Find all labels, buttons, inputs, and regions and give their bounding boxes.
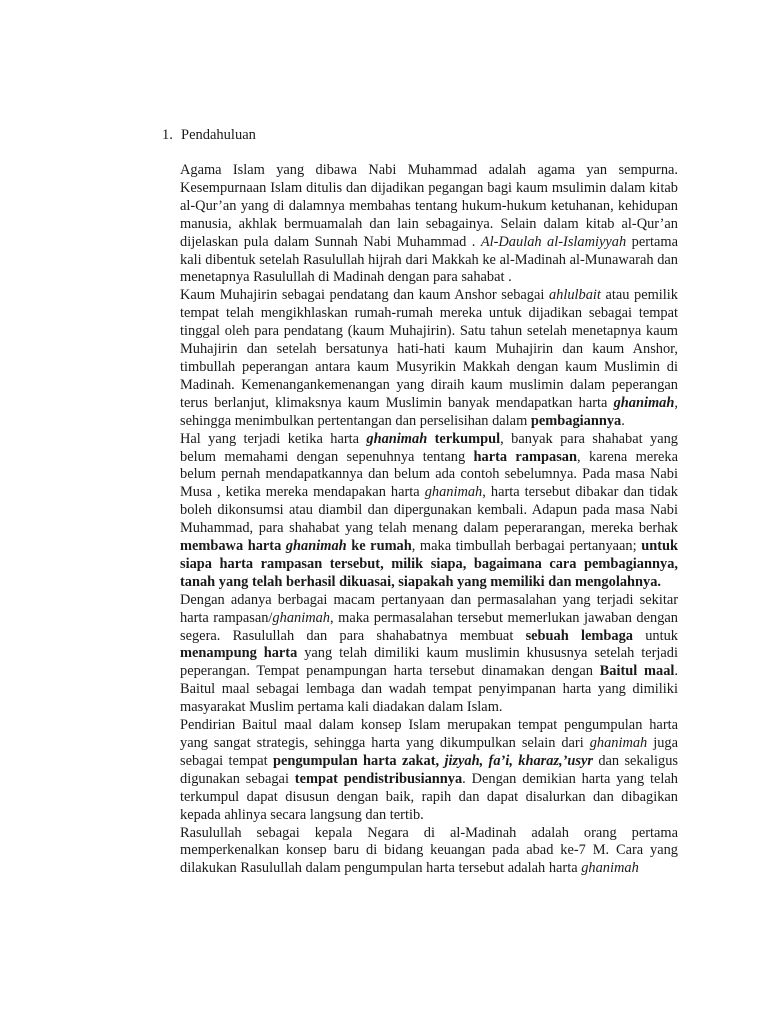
text-run: . [621, 412, 625, 429]
italic-text: ghanimah [589, 735, 648, 751]
paragraph [180, 431, 678, 592]
italic-text: ghanimah [272, 609, 330, 626]
text-run: Dengan adanya berbagai macam pertanyaan dan permasalahan yang terjadi sekitar harta rampasan/ [180, 591, 678, 626]
bold-text: untuk siapa harta rampasan tersebut, milik siapa, bagaimana cara pembagiannya, tanah yang telah berhasil dikuasai, siapakah yang memiliki dan mengolahnya. [180, 538, 678, 590]
text-run: Rasulullah sebagai kepala Negara di al-Madinah adalah orang pertama memperkenalkan konsep baru di bidang keuangan pada abad ke-7 M. Cara yang dilakukan Rasulullah dalam pengumpulan harta tersebut adalah harta [180, 824, 678, 877]
bold-text: menampung harta [180, 645, 298, 662]
text-run: yang telah dimiliki kaum muslimin khususnya setelah terjadi peperangan. Tempat penampungan harta tersebut dinamakan dengan [180, 645, 678, 680]
text-run: Agama Islam yang dibawa Nabi Muhammad adalah agama yan sempurna. Kesempurnaan Islam ditulis dan dijadikan pegangan bagi kaum msulimin dalam kitab al-Qur’an yang di dalamnya membahas tentang hukum-hukum ketuhanan, kehidupan manusia, akhlak bermuamalah dan lain sebagainya. Selain dalam kitab al-Qur’an dijelaskan pula dalam Sunnah Nabi Muhammad . [180, 162, 678, 250]
text-run: . Baitul maal sebagai lembaga dan wadah tempat penyimpanan harta yang dimiliki masyarakat Muslim pertama kali diadakan dalam Islam. [180, 663, 679, 716]
paragraph [180, 287, 678, 430]
paragraph [180, 825, 678, 879]
text-run: Kaum Muhajirin sebagai pendatang dan kaum Anshor sebagai [180, 287, 549, 304]
paragraph [180, 162, 678, 287]
text-run: , maka timbullah berbagai pertanyaan; [411, 538, 642, 555]
paragraph [180, 592, 678, 717]
emphasis-text: ghanimah [613, 394, 675, 411]
text-run: pertama kali dibentuk setelah Rasulullah hijrah dari Makkah ke al-Madinah al-Munawarah dan menetapnya Rasulullah di Madinah dengan para sahabat . [180, 233, 678, 286]
text-run: Hal yang terjadi ketika harta [180, 430, 367, 447]
text-run: , harta tersebut dibakar dan tidak boleh dikonsumsi atau diambil dan dipergunakan kembali. Adapun pada masa Nabi Muhammad, para shahabat yang telah menang dalam peperarangan, mereka berhak [180, 484, 678, 537]
text-run: . Dengan demikian harta yang telah terkumpul dapat disusun dengan baik, rapih dan dapat disalurkan dan dibagikan kepada ahlinya secara langsung dan tertib. [180, 770, 678, 823]
italic-text: ahlulbait [548, 287, 601, 304]
section-number: 1. [162, 127, 173, 143]
text-run: , sehingga menimbulkan pertentangan dan perselisihan dalam [180, 394, 678, 429]
text-run: , banyak para shahabat yang belum memahami dengan sepenuhnya tentang [180, 430, 678, 465]
text-run: atau pemilik tempat telah mengikhlaskan rumah-rumah mereka untuk dijadikan sebagai tempat tinggal oleh para pendatang (kaum Muhajirin). Satu tahun setelah menetapnya kaum Muhajirin dan setelah bersatunya hati-hati kaum Muhajirin dan kaum Anshor, timbullah peperangan antara kaum Musyrikin Makkah dengan kaum Muslimin di Madinah. Kemenangankemenangan yang diraih kaum muslimin dalam peperangan terus berlanjut, klimaksnya kaum Muslimin banyak mendapatkan harta [180, 287, 678, 411]
bold-italic-text [286, 538, 347, 554]
bold-text: membawa harta [180, 538, 286, 555]
bold-text: sebuah lembaga [525, 627, 633, 644]
text-run: Pendirian Baitul maal dalam konsep Islam merupakan tempat pengumpulan harta yang sangat strategis, sehingga harta yang dikumpulkan selain dari [180, 717, 678, 751]
bold-italic-text [614, 395, 675, 411]
bold-text: Baitul maal [599, 663, 675, 680]
bold-text: pembagiannya [530, 412, 622, 429]
bold-text: ke rumah [346, 538, 412, 555]
section-heading [162, 126, 256, 144]
text-run: , karena mereka belum pernah mendapatkannya dan belum ada contoh sebelumnya. Pada masa Nabi Musa , ketika mereka mendapakan harta [180, 448, 678, 501]
bold-text: terkumpul [427, 430, 501, 447]
emphasis-text: ghanimah [285, 538, 347, 555]
italic-text: ghanimah [424, 484, 483, 501]
emphasis-text: jizyah, fa’i, kharaz,’usyr [444, 752, 594, 769]
bold-text: pengumpulan harta zakat, [272, 752, 445, 769]
italic-text: Al-Daulah al-Islamiyyah [480, 233, 627, 250]
emphasis-text: ghanimah [366, 430, 428, 447]
text-run: , maka permasalahan tersebut memerlukan jawaban dengan segera. Rasulullah dan para shahabatnya membuat [180, 609, 678, 644]
italic-text: ghanimah [581, 860, 639, 877]
section-title: Pendahuluan [181, 127, 256, 143]
bold-text: harta rampasan [473, 448, 577, 465]
bold-italic-text [444, 753, 593, 769]
text-run: dan sekaligus digunakan sebagai [180, 752, 679, 787]
text-run: untuk [632, 627, 678, 644]
paragraph [180, 717, 678, 824]
bold-italic-text [366, 431, 427, 447]
text-run: juga sebagai tempat [180, 735, 678, 769]
bold-text: tempat pendistribusiannya [294, 770, 463, 787]
body-text [180, 162, 678, 878]
